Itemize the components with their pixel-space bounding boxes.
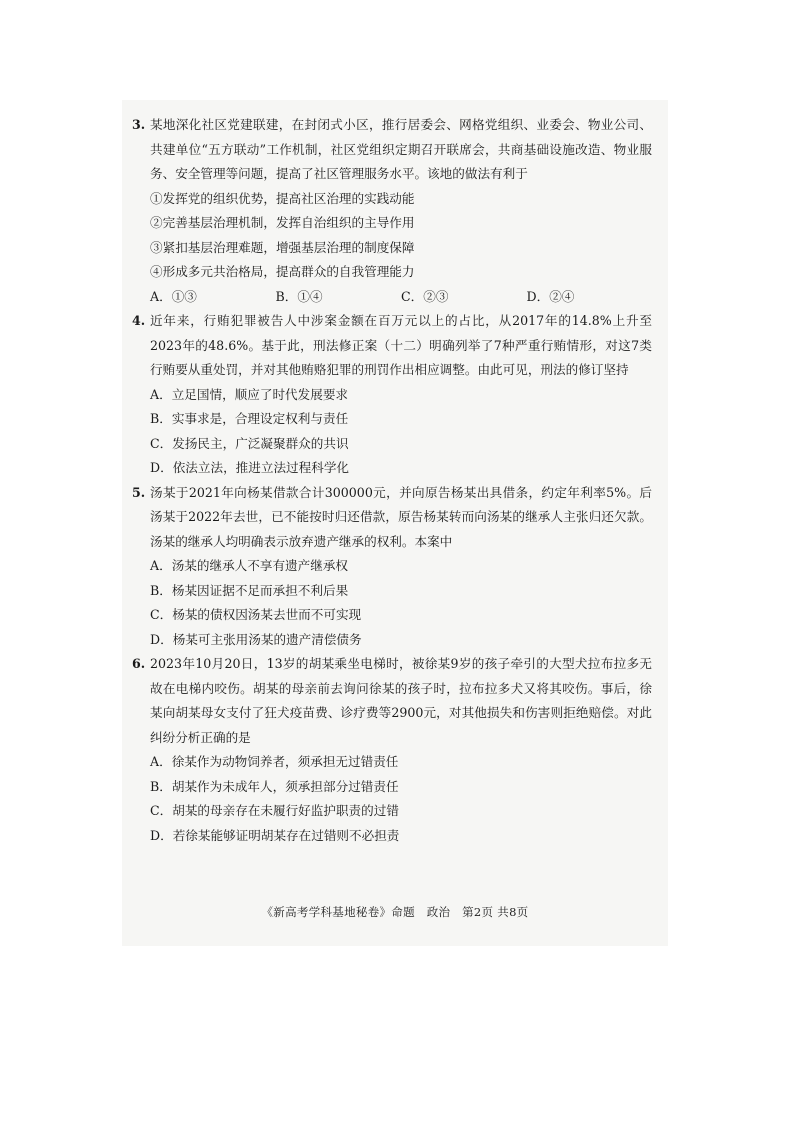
question-5: [132, 481, 652, 653]
stem-text: 汤某于2021年向杨某借款合计300000元，并向原告杨某出具借条，约定年利率5%。后汤某于2022年去世，已不能按时归还借款，原告杨某转而向汤某的继承人主张归还欠款。汤某的继承人均明确表示放弃遗产继承的权利。本案中: [150, 484, 652, 549]
question-stem: [132, 652, 652, 750]
option-c: C．发扬民主，广泛凝聚群众的共识: [150, 435, 349, 451]
option-a: A．汤某的继承人不享有遗产继承权: [150, 558, 349, 573]
choice-a: A．①③: [150, 288, 197, 304]
question-number: 6.: [132, 656, 146, 671]
question-6: [132, 652, 652, 848]
statement-item: ④形成多元共治格局，提高群众的自我管理能力: [150, 264, 415, 279]
option-b: B．胡某作为未成年人，须承担部分过错责任: [150, 778, 399, 794]
question-number: 3.: [132, 117, 146, 132]
stem-text: 近年来，行贿犯罪被告人中涉案金额在百万元以上的占比，从2017年的14.8%上升至2023年的48.6%。基于此，刑法修正案（十二）明确列举了7种严重行贿情形，对这7类行贿要从重处罚，并对其他贿赂犯罪的刑罚作出相应调整。由此可见，刑法的修订坚持: [150, 313, 652, 377]
option-list: [132, 554, 652, 652]
option-list: [132, 750, 652, 848]
question-list: [132, 113, 652, 848]
option-c: C．胡某的母亲存在未履行好监护职责的过错: [150, 803, 399, 818]
page-footer: 《新高考学科基地秘卷》命题 政治 第2页 共8页: [261, 905, 529, 919]
choice-b: B．①④: [275, 288, 323, 304]
choice-c: C．②③: [401, 288, 449, 304]
question-stem: [132, 481, 652, 555]
statement-item: ②完善基层治理机制，发挥自治组织的主导作用: [150, 215, 415, 230]
option-d: D．依法立法，推进立法过程科学化: [150, 460, 350, 475]
option-d: D．杨某可主张用汤某的遗产清偿债务: [150, 631, 362, 647]
statement-item: ③紧扣基层治理难题，增强基层治理的制度保障: [150, 239, 415, 255]
option-a: A．徐某作为动物饲养者，须承担无过错责任: [150, 754, 399, 769]
option-d: D．若徐某能够证明胡某存在过错则不必担责: [150, 827, 400, 843]
choice-d: D．②④: [526, 288, 575, 304]
statement-list: [132, 187, 652, 285]
stem-text: 某地深化社区党建联建，在封闭式小区，推行居委会、网格党组织、业委会、物业公司、共建单位“五方联动”工作机制，社区党组织定期召开联席会，共商基础设施改造、物业服务、安全管理等问题，提高了社区管理服务水平。该地的做法有利于: [150, 117, 652, 181]
option-b: B．实事求是，合理设定权利与责任: [150, 411, 349, 426]
choice-row: [132, 285, 652, 310]
question-stem: [132, 309, 652, 383]
question-4: [132, 309, 652, 481]
option-list: [132, 383, 652, 481]
option-b: B．杨某因证据不足而承担不利后果: [150, 582, 349, 598]
statement-item: ①发挥党的组织优势，提高社区治理的实践动能: [150, 190, 415, 206]
option-c: C．杨某的债权因汤某去世而不可实现: [150, 607, 362, 622]
question-3: [132, 113, 652, 309]
question-number: 5.: [132, 484, 146, 500]
question-stem: [132, 113, 652, 187]
question-number: 4.: [132, 313, 146, 328]
stem-text: 2023年10月20日，13岁的胡某乘坐电梯时，被徐某9岁的孩子牵引的大型犬拉布拉多无故在电梯内咬伤。胡某的母亲前去询问徐某的孩子时，拉布拉多犬又将其咬伤。事后，徐某向胡某母女支付了狂犬疫苗费、诊疗费等2900元，对其他损失和伤害则拒绝赔偿。对此纠纷分析正确的是: [150, 656, 652, 745]
option-a: A．立足国情，顺应了时代发展要求: [150, 386, 349, 402]
